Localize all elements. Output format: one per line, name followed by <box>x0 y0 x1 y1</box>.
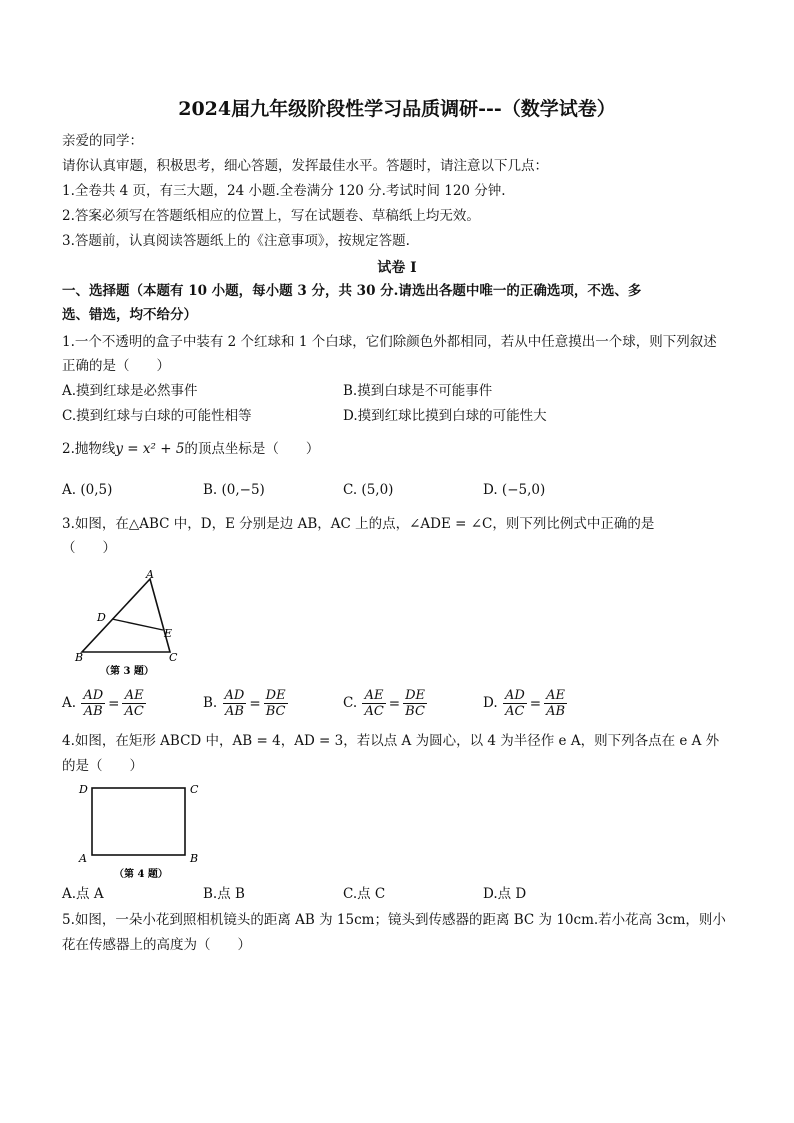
q3-option-d <box>483 688 568 719</box>
denominator: AB <box>224 704 244 719</box>
triangle-abc <box>82 579 173 652</box>
q3-stem-line1: 3.如图，在△ABC 中，D，E 分别是边 AB，AC 上的点，∠ADE = ∠C，则下列比例式中正确的是 <box>62 516 655 532</box>
label-a: A <box>146 568 154 581</box>
fraction <box>503 688 527 719</box>
label-b: B <box>190 852 199 865</box>
numerator: DE <box>405 688 426 703</box>
q2-expression: y = x² + 5 <box>115 441 185 457</box>
q2-suffix: 的顶点坐标是（ ） <box>184 441 320 457</box>
q2-option-c: C. (5,0) <box>343 482 394 498</box>
denominator: AB <box>546 704 566 719</box>
q1-option-d: D.摸到红球比摸到白球的可能性大 <box>343 408 547 424</box>
fraction <box>544 688 567 719</box>
equals-sign: = <box>249 695 261 712</box>
q2-stem <box>62 439 319 459</box>
segment-de <box>112 619 163 630</box>
section1-line1: 一、选择题（本题有 10 小题，每小题 3 分，共 30 分.请选出各题中唯一的正确选项，不选、多 <box>62 283 642 299</box>
q4-option-b: B.点 B <box>203 886 245 902</box>
fraction <box>264 688 288 719</box>
numerator: AD <box>224 688 245 703</box>
numerator: AE <box>544 688 567 704</box>
q2-option-b: B. (0,−5) <box>203 482 265 498</box>
q3-a-prefix: A. <box>62 695 77 711</box>
rectangle-abcd <box>92 788 185 855</box>
numerator: AD <box>504 688 525 703</box>
q1-option-a: A.摸到红球是必然事件 <box>62 383 198 399</box>
q4-option-a: A.点 A <box>62 886 104 902</box>
numerator: DE <box>265 688 286 703</box>
q1-option-b: B.摸到白球是不可能事件 <box>343 383 493 399</box>
denominator: AC <box>124 704 144 719</box>
q4-stem-line1: 4.如图，在矩形 ABCD 中，AB = 4，AD = 3，若以点 A 为圆心，以 4 为半径作 e A，则下列各点在 e A 外 <box>62 733 720 749</box>
q3-option-c <box>343 688 428 719</box>
denominator: AB <box>83 704 103 719</box>
fraction <box>81 688 105 719</box>
label-a: A <box>79 852 87 865</box>
q3-stem-line2: （ ） <box>62 540 116 556</box>
intro-line3: 2.答案必须写在答题纸相应的位置上，写在试题卷、草稿纸上均无效。 <box>62 208 480 224</box>
fraction <box>403 688 427 719</box>
numerator: AE <box>122 688 145 704</box>
label-c: C <box>169 651 178 664</box>
q3-option-b <box>203 688 289 719</box>
q4-rectangle-figure <box>70 778 210 886</box>
q3-d-prefix: D. <box>483 695 498 711</box>
label-c: C <box>190 783 199 796</box>
section-paper-heading: 试卷 I <box>377 260 417 276</box>
q5-stem-line2: 花在传感器上的高度为（ ） <box>62 937 251 953</box>
label-d: D <box>79 783 88 796</box>
denominator: BC <box>405 704 425 719</box>
intro-line1: 请你认真审题，积极思考，细心答题，发挥最佳水平。答题时，请注意以下几点： <box>62 158 548 174</box>
q4-stem-line2: 的是（ ） <box>62 758 143 774</box>
intro-line2: 1.全卷共 4 页，有三大题，24 小题.全卷满分 120 分.考试时间 120 分钟. <box>62 183 506 199</box>
q2-option-a: A. (0,5) <box>62 482 113 498</box>
q2-prefix: 2.抛物线 <box>62 441 116 457</box>
intro-greeting: 亲爱的同学： <box>62 133 143 149</box>
q3-c-prefix: C. <box>343 695 358 711</box>
equals-sign: = <box>388 695 401 712</box>
denominator: BC <box>265 704 286 719</box>
fraction <box>223 688 247 719</box>
equals-sign: = <box>529 695 542 712</box>
q3-b-prefix: B. <box>203 695 218 711</box>
label-d: D <box>97 611 106 624</box>
q1-stem-line2: 正确的是（ ） <box>62 358 170 374</box>
q3-option-a <box>62 688 147 719</box>
q4-option-c: C.点 C <box>343 886 386 902</box>
label-e: E <box>164 627 173 640</box>
q4-option-d: D.点 D <box>483 886 527 902</box>
numerator: AD <box>83 688 104 703</box>
q5-stem-line1: 5.如图，一朵小花到照相机镜头的距离 AB 为 15cm；镜头到传感器的距离 BC 为 10cm.若小花高 3cm，则小 <box>62 912 726 928</box>
fraction <box>122 688 145 719</box>
section1-line2: 选、错选，均不给分） <box>62 307 197 323</box>
denominator: AC <box>364 704 384 719</box>
q1-option-c: C.摸到红球与白球的可能性相等 <box>62 408 252 424</box>
numerator: AE <box>362 688 385 704</box>
q3-triangle-figure <box>62 565 192 680</box>
q4-caption: （第 4 题） <box>114 869 168 880</box>
q1-stem-line1: 1.一个不透明的盒子中装有 2 个红球和 1 个白球，它们除颜色外都相同，若从中任意摸出一个球，则下列叙述 <box>62 334 717 350</box>
page-title: 2024届九年级阶段性学习品质调研---（数学试卷） <box>178 98 616 120</box>
equals-sign: = <box>108 695 120 712</box>
intro-line4: 3.答题前，认真阅读答题纸上的《注意事项》，按规定答题. <box>62 233 410 249</box>
q2-option-d: D. (−5,0) <box>483 482 546 498</box>
fraction <box>362 688 385 719</box>
label-b: B <box>75 651 84 664</box>
denominator: AC <box>505 704 525 719</box>
q3-caption: （第 3 题） <box>100 666 154 677</box>
